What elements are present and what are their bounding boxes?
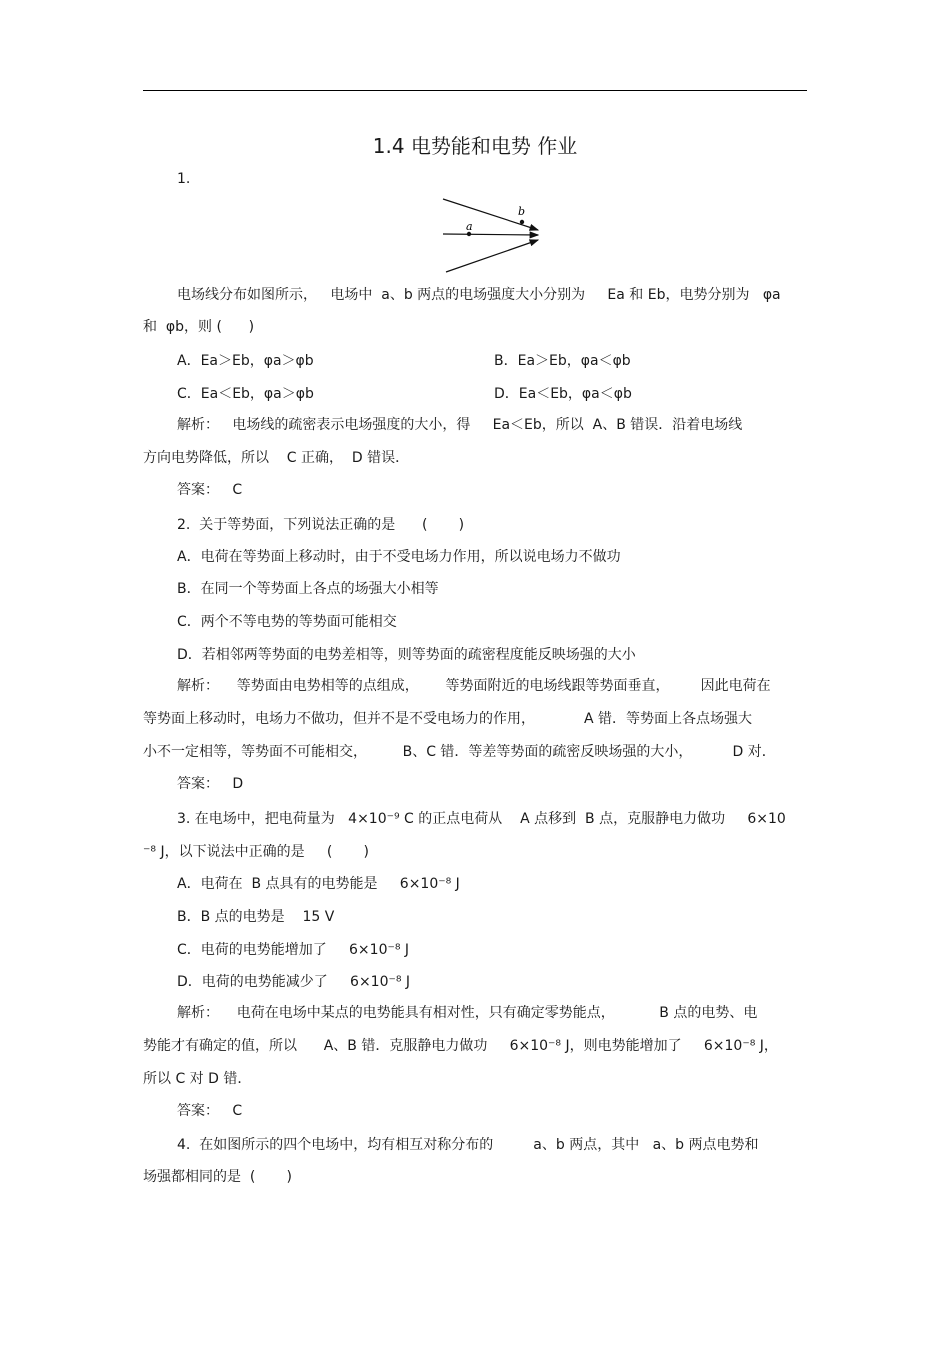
label-b: b <box>518 205 526 218</box>
q1-analysis-line1: 解析： 电场线的疏密表示电场强度的大小，得 Ea＜Eb，所以 A、B 错误．沿着电场线 <box>177 417 743 433</box>
q1-option-a: A．Ea＞Eb，φa＞φb <box>177 353 314 369</box>
q3-option-c: C．电荷的电势能增加了 6×10⁻⁸ J <box>177 942 410 958</box>
q1-stem-line1: 电场线分布如图所示， 电场中 a、b 两点的电场强度大小分别为 Ea 和 Eb，电势分别为 φa <box>177 287 781 303</box>
q1-number: 1. <box>177 171 191 187</box>
q2-analysis-line2: 等势面上移动时，电场力不做功，但并不是不受电场力的作用， A 错．等势面上各点场强大 <box>143 711 752 727</box>
q3-analysis-line3: 所以 C 对 D 错． <box>143 1071 252 1087</box>
q1-analysis-line2: 方向电势降低，所以 C 正确， D 错误． <box>143 450 410 466</box>
q2-option-c: C．两个不等电势的等势面可能相交 <box>177 614 397 630</box>
header-rule <box>143 90 807 91</box>
q1-option-b: B．Ea＞Eb，φa＜φb <box>494 353 631 369</box>
q3-analysis-line2: 势能才有确定的值，所以 A、B 错．克服静电力做功 6×10⁻⁸ J，则电势能增加了 6×10⁻⁸ J， <box>143 1038 778 1054</box>
q3-option-b: B．B 点的电势是 15 V <box>177 909 335 925</box>
point-b <box>520 220 524 224</box>
q4-stem-line2: 场强都相同的是 ( ) <box>143 1169 292 1185</box>
q2-analysis-line1: 解析： 等势面由电势相等的点组成， 等势面附近的电场线跟等势面垂直， 因此电荷在 <box>177 678 771 694</box>
label-a: a <box>466 220 473 233</box>
q2-stem: 2. 关于等势面，下列说法正确的是 ( ) <box>177 517 465 533</box>
q2-answer: 答案： D <box>177 776 244 792</box>
q3-option-d: D．电荷的电势能减少了 6×10⁻⁸ J <box>177 974 411 990</box>
q2-option-a: A．电荷在等势面上移动时，由于不受电场力作用，所以说电场力不做功 <box>177 549 621 565</box>
q2-option-b: B．在同一个等势面上各点的场强大小相等 <box>177 581 439 597</box>
field-lines-figure <box>430 192 550 276</box>
q1-stem-line2: 和 φb，则 ( ) <box>143 319 255 335</box>
q1-option-c: C．Ea＜Eb，φa＞φb <box>177 386 314 402</box>
q1-answer: 答案： C <box>177 482 243 498</box>
q2-option-d: D．若相邻两等势面的电势差相等，则等势面的疏密程度能反映场强的大小 <box>177 647 636 663</box>
field-line-middle <box>443 234 538 235</box>
q2-analysis-line3: 小不一定相等，等势面不可能相交， B、C 错．等差等势面的疏密反映场强的大小， D 对． <box>143 744 776 760</box>
q3-analysis-line1: 解析： 电荷在电场中某点的电势能具有相对性，只有确定零势能点， B 点的电势、电 <box>177 1005 758 1021</box>
q3-stem-line1: 3. 在电场中，把电荷量为 4×10⁻⁹ C 的正点电荷从 A 点移到 B 点，克服静电力做功 6×10 <box>177 811 786 827</box>
q3-answer: 答案： C <box>177 1103 243 1119</box>
field-line-bottom <box>446 240 538 272</box>
page-title: 1.4 电势能和电势 作业 <box>372 134 578 158</box>
q3-stem-line2: ⁻⁸ J，以下说法中正确的是 ( ) <box>143 844 369 860</box>
q1-option-d: D．Ea＜Eb，φa＜φb <box>494 386 632 402</box>
q4-stem-line1: 4. 在如图所示的四个电场中，均有相互对称分布的 a、b 两点，其中 a、b 两点电势和 <box>177 1137 759 1153</box>
q3-option-a: A．电荷在 B 点具有的电势能是 6×10⁻⁸ J <box>177 876 460 892</box>
